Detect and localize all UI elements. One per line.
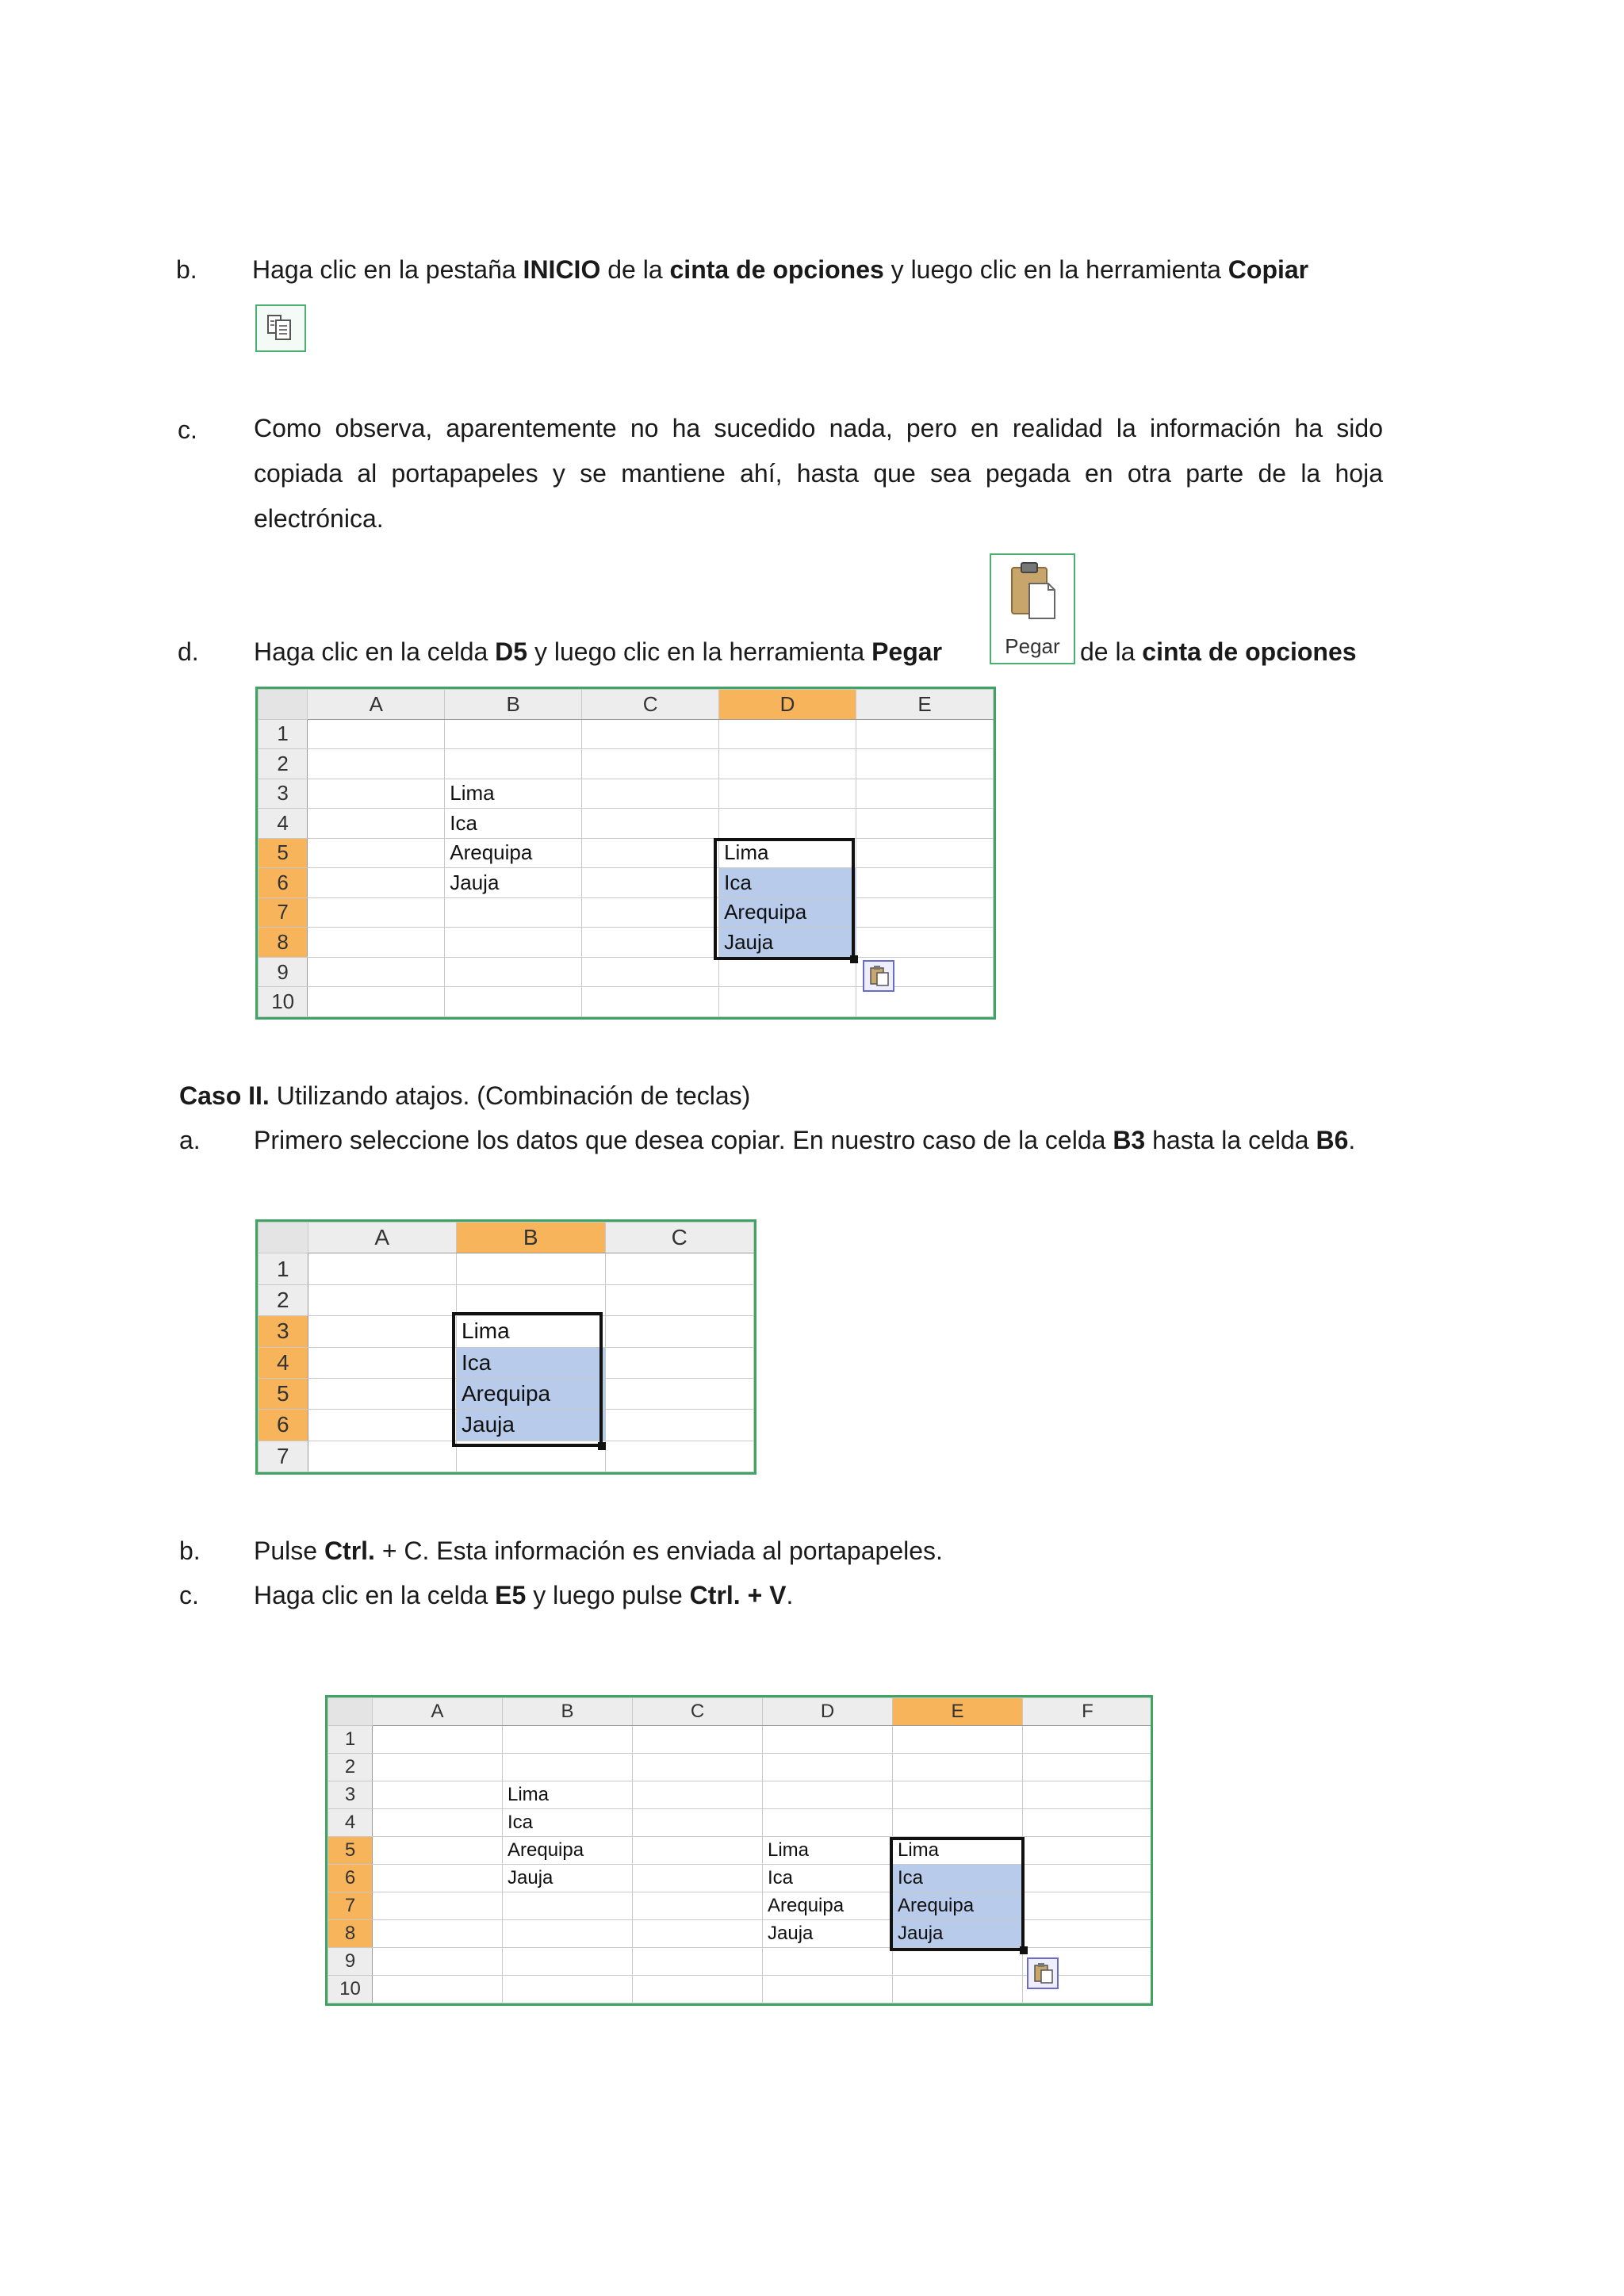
cell-a3[interactable] (373, 1781, 503, 1809)
step-c2-marker: c. (179, 1581, 199, 1609)
cell-e6[interactable]: Ica (893, 1865, 1023, 1892)
column-header-d[interactable]: D (763, 1698, 893, 1726)
cell-e2[interactable] (856, 749, 994, 779)
cell-c1[interactable] (633, 1726, 763, 1754)
cell-f5[interactable] (1023, 1837, 1153, 1865)
cell-c3[interactable] (633, 1781, 763, 1809)
step-b2-text (254, 1535, 943, 1567)
cell-b3[interactable]: Lima (445, 779, 582, 809)
copy-icon-glyph (257, 306, 304, 350)
cell-b3[interactable]: Lima (457, 1316, 606, 1347)
step-c-marker: c. (178, 415, 197, 444)
cell-c5[interactable] (605, 1378, 754, 1409)
copy-tool-label: Copiar (1228, 255, 1309, 284)
cell-ref-b3: B3 (1113, 1126, 1146, 1154)
cell-e8[interactable] (856, 928, 994, 958)
step-c2-text-2: y luego pulse (526, 1581, 690, 1609)
cell-b7[interactable] (457, 1441, 606, 1471)
cell-ref-e5: E5 (495, 1581, 527, 1609)
cell-e10[interactable] (893, 1976, 1023, 2003)
step-b-text-1: Haga clic en la pestaña (252, 255, 523, 284)
cell-c7[interactable] (633, 1892, 763, 1920)
cell-f2[interactable] (1023, 1754, 1153, 1781)
cell-c9[interactable] (633, 1948, 763, 1976)
cell-ref-d5: D5 (495, 637, 528, 666)
step-b-text-3: y luego clic en la herramienta (883, 255, 1228, 284)
cell-a2[interactable] (308, 749, 445, 779)
cell-d4[interactable] (763, 1809, 893, 1837)
cell-c4[interactable] (582, 809, 719, 839)
cell-d5[interactable]: Lima (763, 1837, 893, 1865)
cell-f1[interactable] (1023, 1726, 1153, 1754)
step-b2-text-1: Pulse (254, 1536, 324, 1565)
cell-c4[interactable] (605, 1347, 754, 1378)
cell-b9[interactable] (445, 957, 582, 987)
row-header-6[interactable]: 6 (259, 868, 308, 898)
cell-e3[interactable] (856, 779, 994, 809)
cell-b5[interactable]: Arequipa (445, 838, 582, 868)
row-header-3[interactable]: 3 (259, 779, 308, 809)
cell-b1[interactable] (503, 1726, 633, 1754)
column-header-f[interactable]: F (1023, 1698, 1153, 1726)
cell-c9[interactable] (582, 957, 719, 987)
cell-d3[interactable] (763, 1781, 893, 1809)
cell-a6[interactable] (308, 868, 445, 898)
step-b-text (252, 254, 1308, 285)
cell-f3[interactable] (1023, 1781, 1153, 1809)
cell-b7[interactable] (503, 1892, 633, 1920)
cell-d3[interactable] (719, 779, 856, 809)
cell-e3[interactable] (893, 1781, 1023, 1809)
row-header-6[interactable]: 6 (259, 1410, 308, 1441)
step-a2-text (254, 1118, 1383, 1163)
cell-a2[interactable] (308, 1284, 457, 1315)
cell-b2[interactable] (457, 1284, 606, 1315)
paste-icon-label: Pegar (1005, 634, 1060, 658)
cell-b5[interactable]: Arequipa (503, 1837, 633, 1865)
cell-d2[interactable] (763, 1754, 893, 1781)
cell-b4[interactable]: Ica (445, 809, 582, 839)
cell-a3[interactable] (308, 1316, 457, 1347)
ribbon-label-2: cinta de opciones (1142, 637, 1357, 666)
step-b-marker: b. (176, 255, 197, 284)
cell-d4[interactable] (719, 809, 856, 839)
column-header-a[interactable]: A (308, 1223, 457, 1253)
row-header-7[interactable]: 7 (259, 1441, 308, 1471)
cell-b4[interactable]: Ica (457, 1347, 606, 1378)
cell-a8[interactable] (308, 928, 445, 958)
cell-a4[interactable] (308, 1347, 457, 1378)
cell-a10[interactable] (308, 987, 445, 1017)
row-header-4[interactable]: 4 (259, 1347, 308, 1378)
cell-c6[interactable] (605, 1410, 754, 1441)
caso-ii-text: Utilizando atajos. (Combinación de teclas) (269, 1081, 751, 1110)
cell-b10[interactable] (445, 987, 582, 1017)
cell-c10[interactable] (633, 1976, 763, 2003)
step-c2-text-1: Haga clic en la celda (254, 1581, 496, 1609)
copy-icon[interactable] (255, 304, 306, 352)
cell-c3[interactable] (605, 1316, 754, 1347)
ctrl-v-label: Ctrl. + V (689, 1581, 787, 1609)
row-header-10[interactable]: 10 (328, 1976, 373, 2003)
cell-a4[interactable] (308, 809, 445, 839)
step-b2-marker: b. (179, 1536, 201, 1565)
cell-c5[interactable] (582, 838, 719, 868)
column-header-d[interactable]: D (719, 690, 856, 720)
step-d-text-3: de la (1080, 637, 1143, 666)
cell-c6[interactable] (633, 1865, 763, 1892)
step-d-text-1: Haga clic en la celda (254, 637, 496, 666)
sheet-corner[interactable] (259, 1223, 308, 1253)
step-d-marker: d. (178, 637, 199, 666)
column-header-a[interactable]: A (308, 690, 445, 720)
cell-b2[interactable] (445, 749, 582, 779)
ctrl-key-label: Ctrl. (324, 1536, 375, 1565)
row-header-5[interactable]: 5 (259, 838, 308, 868)
step-a2-text-2: hasta la celda (1145, 1126, 1316, 1154)
cell-b3[interactable]: Lima (503, 1781, 633, 1809)
caso-ii-heading (179, 1080, 750, 1112)
column-header-c[interactable]: C (582, 690, 719, 720)
cell-a7[interactable] (373, 1892, 503, 1920)
paste-options-icon[interactable] (1027, 1957, 1059, 1989)
cell-a7[interactable] (308, 1441, 457, 1471)
cell-d7[interactable]: Arequipa (719, 897, 856, 928)
cell-e4[interactable] (893, 1809, 1023, 1837)
cell-d10[interactable] (719, 987, 856, 1017)
step-a2-marker: a. (179, 1126, 201, 1154)
cell-c6[interactable] (582, 868, 719, 898)
row-header-2[interactable]: 2 (259, 749, 308, 779)
cell-a7[interactable] (308, 897, 445, 928)
cell-c10[interactable] (582, 987, 719, 1017)
row-header-5[interactable]: 5 (328, 1837, 373, 1865)
cell-b1[interactable] (445, 719, 582, 749)
cell-c1[interactable] (582, 719, 719, 749)
step-a2-text-3: . (1348, 1126, 1356, 1154)
column-header-b[interactable]: B (457, 1223, 606, 1253)
sheet-corner[interactable] (328, 1698, 373, 1726)
cell-e5[interactable] (856, 838, 994, 868)
cell-a5[interactable] (308, 838, 445, 868)
cell-a1[interactable] (308, 719, 445, 749)
cell-b8[interactable] (503, 1920, 633, 1948)
cell-c1[interactable] (605, 1253, 754, 1284)
cell-e1[interactable] (893, 1726, 1023, 1754)
cell-b6[interactable]: Jauja (445, 868, 582, 898)
cell-f6[interactable] (1023, 1865, 1153, 1892)
column-header-c[interactable]: C (605, 1223, 754, 1253)
cell-b1[interactable] (457, 1253, 606, 1284)
cell-d10[interactable] (763, 1976, 893, 2003)
cell-c7[interactable] (582, 897, 719, 928)
cell-e6[interactable] (856, 868, 994, 898)
column-header-e[interactable]: E (856, 690, 994, 720)
cell-a5[interactable] (373, 1837, 503, 1865)
row-header-9[interactable]: 9 (328, 1948, 373, 1976)
row-header-4[interactable]: 4 (259, 809, 308, 839)
ribbon-label: cinta de opciones (669, 255, 884, 284)
step-a2-text-1: Primero seleccione los datos que desea copiar. En nuestro caso de la celda (254, 1126, 1113, 1154)
cell-b10[interactable] (503, 1976, 633, 2003)
cell-a4[interactable] (373, 1809, 503, 1837)
cell-f7[interactable] (1023, 1892, 1153, 1920)
cell-d9[interactable] (763, 1948, 893, 1976)
cell-c2[interactable] (605, 1284, 754, 1315)
inicio-tab-label: INICIO (523, 255, 601, 284)
spreadsheet-2 (255, 1219, 756, 1475)
cell-c8[interactable] (633, 1920, 763, 1948)
cell-b7[interactable] (445, 897, 582, 928)
cell-a6[interactable] (373, 1865, 503, 1892)
row-header-10[interactable]: 10 (259, 987, 308, 1017)
cell-a5[interactable] (308, 1378, 457, 1409)
paste-icon[interactable] (990, 553, 1075, 664)
cell-e4[interactable] (856, 809, 994, 839)
cell-d6[interactable]: Ica (719, 868, 856, 898)
cell-d1[interactable] (763, 1726, 893, 1754)
column-header-b[interactable]: B (503, 1698, 633, 1726)
cell-c7[interactable] (605, 1441, 754, 1471)
caso-ii-label: Caso II. (179, 1081, 270, 1110)
row-header-2[interactable]: 2 (259, 1284, 308, 1315)
cell-e1[interactable] (856, 719, 994, 749)
cell-a1[interactable] (308, 1253, 457, 1284)
cell-c5[interactable] (633, 1837, 763, 1865)
cell-e7[interactable] (856, 897, 994, 928)
cell-d2[interactable] (719, 749, 856, 779)
cell-c4[interactable] (633, 1809, 763, 1837)
step-c2-text (254, 1579, 793, 1611)
cell-d5[interactable]: Lima (719, 838, 856, 868)
row-header-7[interactable]: 7 (259, 897, 308, 928)
row-header-8[interactable]: 8 (259, 928, 308, 958)
cell-c2[interactable] (633, 1754, 763, 1781)
cell-a9[interactable] (308, 957, 445, 987)
cell-d9[interactable] (719, 957, 856, 987)
cell-b6[interactable]: Jauja (503, 1865, 633, 1892)
cell-d8[interactable]: Jauja (719, 928, 856, 958)
clipboard-icon (991, 555, 1074, 634)
cell-a1[interactable] (373, 1726, 503, 1754)
cell-a6[interactable] (308, 1410, 457, 1441)
row-header-6[interactable]: 6 (328, 1865, 373, 1892)
step-b-text-2: de la (600, 255, 670, 284)
column-header-c[interactable]: C (633, 1698, 763, 1726)
step-c2-text-3: . (786, 1581, 794, 1609)
row-header-5[interactable]: 5 (259, 1378, 308, 1409)
step-b2-text-2: + C. Esta información es enviada al portapapeles. (374, 1536, 943, 1565)
cell-d1[interactable] (719, 719, 856, 749)
cell-d6[interactable]: Ica (763, 1865, 893, 1892)
row-header-8[interactable]: 8 (328, 1920, 373, 1948)
row-header-4[interactable]: 4 (328, 1809, 373, 1837)
row-header-9[interactable]: 9 (259, 957, 308, 987)
cell-d8[interactable]: Jauja (763, 1920, 893, 1948)
cell-f4[interactable] (1023, 1809, 1153, 1837)
row-header-3[interactable]: 3 (259, 1316, 308, 1347)
step-d-text (254, 636, 942, 668)
paste-options-icon[interactable] (863, 960, 894, 992)
cell-c8[interactable] (582, 928, 719, 958)
cell-ref-b6: B6 (1316, 1126, 1349, 1154)
cell-a3[interactable] (308, 779, 445, 809)
cell-c3[interactable] (582, 779, 719, 809)
column-header-e[interactable]: E (893, 1698, 1023, 1726)
row-header-1[interactable]: 1 (259, 1253, 308, 1284)
cell-b9[interactable] (503, 1948, 633, 1976)
column-header-a[interactable]: A (373, 1698, 503, 1726)
cell-d7[interactable]: Arequipa (763, 1892, 893, 1920)
step-d-text-2: y luego clic en la herramienta (527, 637, 872, 666)
column-header-b[interactable]: B (445, 690, 582, 720)
cell-e2[interactable] (893, 1754, 1023, 1781)
spreadsheet-3 (325, 1695, 1153, 2006)
step-d-text-tail (1080, 636, 1357, 668)
cell-e8[interactable]: Jauja (893, 1920, 1023, 1948)
cell-b8[interactable] (445, 928, 582, 958)
row-header-3[interactable]: 3 (328, 1781, 373, 1809)
row-header-1[interactable]: 1 (328, 1726, 373, 1754)
cell-a8[interactable] (373, 1920, 503, 1948)
cell-b6[interactable]: Jauja (457, 1410, 606, 1441)
cell-a9[interactable] (373, 1948, 503, 1976)
cell-a2[interactable] (373, 1754, 503, 1781)
cell-b5[interactable]: Arequipa (457, 1378, 606, 1409)
cell-a10[interactable] (373, 1976, 503, 2003)
row-header-7[interactable]: 7 (328, 1892, 373, 1920)
sheet-corner[interactable] (259, 690, 308, 720)
cell-e9[interactable] (893, 1948, 1023, 1976)
cell-e7[interactable]: Arequipa (893, 1892, 1023, 1920)
cell-e5[interactable]: Lima (893, 1837, 1023, 1865)
cell-b2[interactable] (503, 1754, 633, 1781)
spreadsheet-1 (255, 687, 996, 1020)
step-c-text: Como observa, aparentemente no ha sucedido nada, pero en realidad la información ha sido copiada al portapapeles y se mantiene ahí, hasta que sea pegada en otra parte de la hoja electrónica. (254, 414, 1383, 533)
row-header-2[interactable]: 2 (328, 1754, 373, 1781)
cell-c2[interactable] (582, 749, 719, 779)
cell-f8[interactable] (1023, 1920, 1153, 1948)
row-header-1[interactable]: 1 (259, 719, 308, 749)
paste-tool-label: Pegar (871, 637, 943, 666)
cell-b4[interactable]: Ica (503, 1809, 633, 1837)
